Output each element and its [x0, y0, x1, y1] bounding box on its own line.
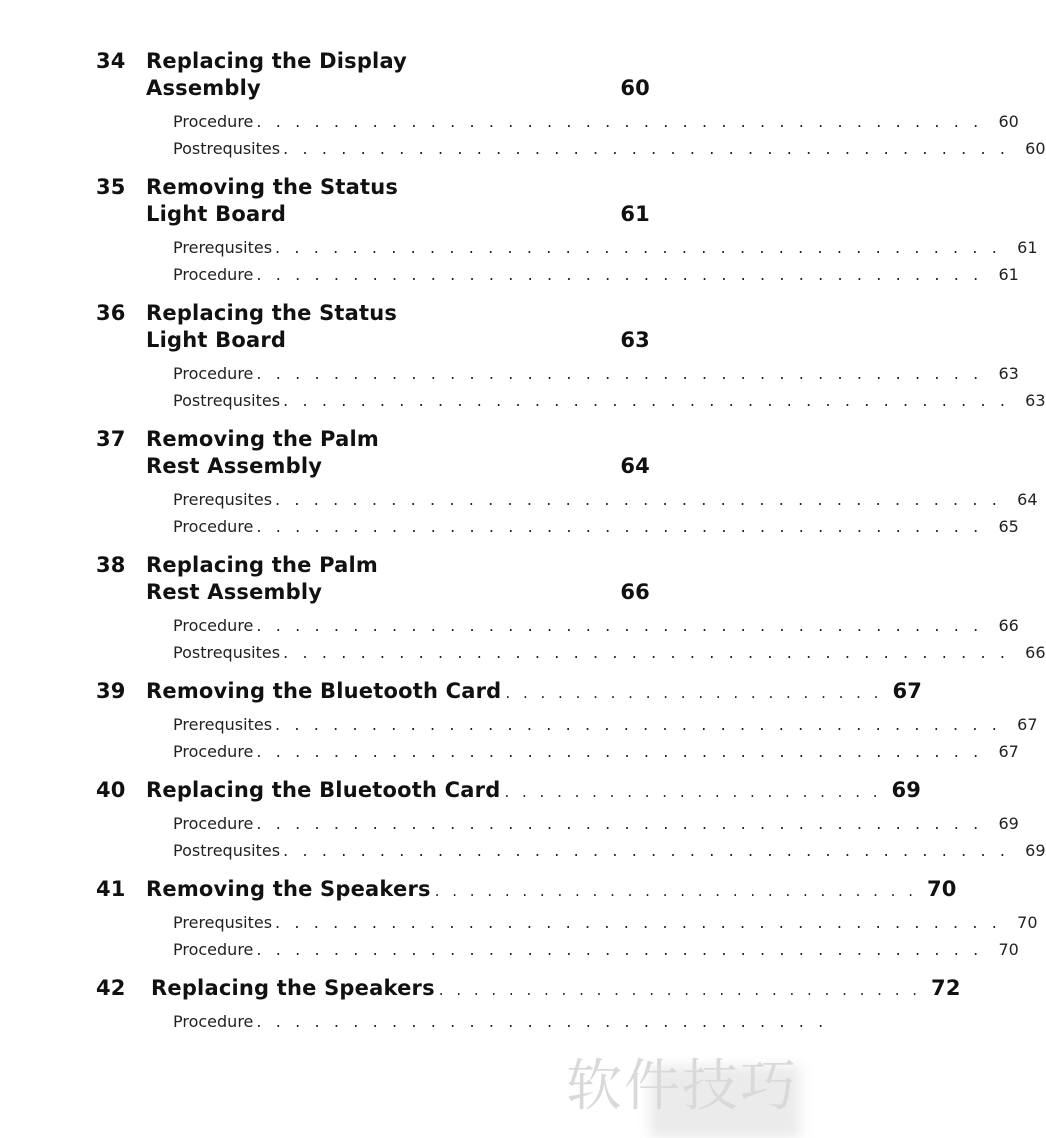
entry-page-number: 60 — [998, 112, 1019, 131]
chapter-title: Rest Assembly — [146, 580, 323, 604]
chapter-title: Light Board — [146, 328, 287, 352]
chapter-heading-line[interactable] — [96, 876, 957, 903]
chapter-number: 37 — [96, 427, 126, 451]
entry-label: Prerequsites — [173, 238, 273, 257]
entry-label: Postrequsites — [173, 139, 281, 158]
toc-entry[interactable] — [173, 261, 1019, 288]
toc-entry[interactable] — [173, 108, 1019, 135]
toc-entry[interactable] — [173, 936, 1019, 963]
chapter-number: 41 — [96, 877, 126, 901]
chapter-number: 36 — [96, 301, 126, 325]
toc-entry[interactable] — [173, 360, 1019, 387]
chapter-page-number: 70 — [926, 877, 957, 901]
entry-label: Procedure — [173, 940, 254, 959]
toc-entry[interactable] — [173, 135, 1046, 162]
entry-page-number: 66 — [1025, 643, 1046, 662]
chapter-title: Replacing the Palm — [146, 553, 378, 577]
dot-leader: . . . . . . . . . . . . . . . . . . . . . . . . . . . . . . . . . . . . . . — [256, 814, 983, 833]
dot-leader: . . . . . . . . . . . . . . . . . . . . . . . . . . . . . . . . . . . . . . — [283, 139, 1010, 158]
dot-leader: . . . . . . . . . . . . . . . . . . . . . . . . . . . . — [434, 882, 917, 900]
dot-leader: . . . . . . . . . . . . . . . . . . . . . . . . . . . . . . . . . . . . . . — [275, 913, 1002, 932]
dot-leader: . . . . . . . . . . . . . . . . . . . . . . . . . . . . . . . . . . . . . . — [275, 490, 1002, 509]
dot-leader: . . . . . . . . . . . . . . . . . . . . . . . . . . . . . . . . . . . . . . — [256, 517, 983, 536]
chapter-title: Replacing the Speakers — [151, 976, 435, 1000]
dot-leader: . . . . . . . . . . . . . . . . . . . . . . . . . . . . — [438, 981, 922, 999]
chapter-number: 40 — [96, 778, 126, 802]
chapter-heading-line[interactable] — [96, 579, 650, 606]
chapter-title: Replacing the Status — [146, 301, 398, 325]
toc-chapter-42 — [96, 975, 961, 1035]
entry-label: Procedure — [173, 1012, 254, 1031]
chapter-page-number: 69 — [891, 778, 922, 802]
chapter-heading-line[interactable] — [96, 552, 650, 579]
chapter-title: Replacing the Bluetooth Card — [146, 778, 501, 802]
chapter-heading-line[interactable] — [96, 300, 650, 327]
chapter-heading-line[interactable] — [96, 777, 922, 804]
chapter-number: 42 — [96, 976, 126, 1000]
entry-page-number: 67 — [1017, 715, 1038, 734]
dot-leader: . . . . . . . . . . . . . . . . . . . . . . . . . . . . . . . . . . . . . . — [256, 742, 983, 761]
dot-leader: . . . . . . . . . . . . . . . . . . . . . . . . . . . . . . . . . . . . . . — [283, 643, 1010, 662]
entry-page-number: 64 — [1017, 490, 1038, 509]
chapter-page-number: 63 — [620, 328, 650, 352]
entry-page-number: 63 — [1025, 391, 1046, 410]
chapter-title: Assembly — [146, 76, 261, 100]
toc-chapter-37 — [96, 426, 1038, 540]
entry-label: Prerequsites — [173, 913, 273, 932]
entry-page-number: 63 — [998, 364, 1019, 383]
entry-label: Procedure — [173, 265, 254, 284]
toc-entry[interactable] — [173, 1008, 828, 1035]
toc-entry[interactable] — [173, 810, 1019, 837]
entry-label: Procedure — [173, 112, 254, 131]
entry-page-number: 65 — [998, 517, 1019, 536]
dot-leader: . . . . . . . . . . . . . . . . . . . . . . . . . . . . . . . . . . . . . . — [256, 364, 983, 383]
toc-entry[interactable] — [173, 639, 1046, 666]
chapter-heading-line[interactable] — [96, 975, 961, 1002]
entry-page-number: 61 — [1017, 238, 1038, 257]
entry-label: Procedure — [173, 742, 254, 761]
entry-label: Postrequsites — [173, 643, 281, 662]
dot-leader: . . . . . . . . . . . . . . . . . . . . . . . . . . . . . . . . . . . . . . — [275, 238, 1002, 257]
chapter-heading-line[interactable] — [96, 678, 923, 705]
chapter-number: 35 — [96, 175, 126, 199]
toc-chapter-34 — [96, 48, 1046, 162]
toc-entry[interactable] — [173, 387, 1046, 414]
chapter-title: Removing the Palm — [146, 427, 379, 451]
toc-chapter-40 — [96, 777, 1046, 864]
dot-leader: . . . . . . . . . . . . . . . . . . . . . . . . . . . . . . . . . . . . . . — [283, 841, 1010, 860]
entry-label: Prerequsites — [173, 490, 273, 509]
toc-entry[interactable] — [173, 234, 1038, 261]
chapter-page-number: 60 — [620, 76, 650, 100]
toc-chapter-36 — [96, 300, 1046, 414]
toc-entry[interactable] — [173, 486, 1038, 513]
entry-page-number: 69 — [1025, 841, 1046, 860]
toc-entry[interactable] — [173, 711, 1038, 738]
entry-label: Postrequsites — [173, 841, 281, 860]
dot-leader: . . . . . . . . . . . . . . . . . . . . . . . . . . . . . . — [256, 1012, 828, 1031]
dot-leader: . . . . . . . . . . . . . . . . . . . . . . — [505, 684, 883, 702]
chapter-heading-line[interactable] — [96, 48, 650, 75]
chapter-heading-line[interactable] — [96, 327, 650, 354]
chapter-page-number: 72 — [931, 976, 961, 1000]
chapter-number: 39 — [96, 679, 126, 703]
chapter-heading-line[interactable] — [96, 174, 650, 201]
entry-label: Prerequsites — [173, 715, 273, 734]
dot-leader: . . . . . . . . . . . . . . . . . . . . . . . . . . . . . . . . . . . . . . — [256, 112, 983, 131]
dot-leader: . . . . . . . . . . . . . . . . . . . . . . . . . . . . . . . . . . . . . . — [275, 715, 1002, 734]
toc-chapter-35 — [96, 174, 1038, 288]
chapter-heading-line[interactable] — [96, 453, 650, 480]
dot-leader: . . . . . . . . . . . . . . . . . . . . . . . . . . . . . . . . . . . . . . — [256, 616, 983, 635]
dot-leader: . . . . . . . . . . . . . . . . . . . . . . . . . . . . . . . . . . . . . . — [256, 940, 983, 959]
chapter-number: 34 — [96, 49, 126, 73]
entry-label: Procedure — [173, 616, 254, 635]
entry-page-number: 70 — [1017, 913, 1038, 932]
chapter-title: Replacing the Display — [146, 49, 408, 73]
toc-entry[interactable] — [173, 909, 1038, 936]
chapter-page-number: 66 — [620, 580, 650, 604]
chapter-title: Rest Assembly — [146, 454, 323, 478]
chapter-title: Light Board — [146, 202, 287, 226]
chapter-heading-line[interactable] — [96, 201, 650, 228]
dot-leader: . . . . . . . . . . . . . . . . . . . . . . . . . . . . . . . . . . . . . . — [256, 265, 983, 284]
chapter-heading-line[interactable] — [96, 426, 650, 453]
chapter-title: Removing the Speakers — [146, 877, 431, 901]
toc-entry[interactable] — [173, 612, 1019, 639]
dot-leader: . . . . . . . . . . . . . . . . . . . . . . . . . . . . . . . . . . . . . . — [283, 391, 1010, 410]
toc-chapter-38 — [96, 552, 1046, 666]
dot-leader: . . . . . . . . . . . . . . . . . . . . . . — [504, 783, 882, 801]
entry-label: Procedure — [173, 517, 254, 536]
entry-label: Procedure — [173, 814, 254, 833]
toc-entry[interactable] — [173, 513, 1019, 540]
toc-entry[interactable] — [173, 738, 1019, 765]
entry-page-number: 66 — [998, 616, 1019, 635]
chapter-page-number: 61 — [620, 202, 650, 226]
chapter-title: Removing the Bluetooth Card — [146, 679, 502, 703]
chapter-page-number: 64 — [620, 454, 650, 478]
toc-chapter-39 — [96, 678, 1038, 765]
watermark: 软件技巧 — [566, 1054, 798, 1119]
entry-label: Postrequsites — [173, 391, 281, 410]
chapter-title: Removing the Status — [146, 175, 399, 199]
chapter-number: 38 — [96, 553, 126, 577]
entry-page-number: 70 — [998, 940, 1019, 959]
entry-label: Procedure — [173, 364, 254, 383]
entry-page-number: 67 — [998, 742, 1019, 761]
entry-page-number: 61 — [998, 265, 1019, 284]
entry-page-number: 69 — [998, 814, 1019, 833]
toc-chapter-41 — [96, 876, 1038, 963]
entry-page-number: 60 — [1025, 139, 1046, 158]
chapter-heading-line[interactable] — [96, 75, 650, 102]
toc-entry[interactable] — [173, 837, 1046, 864]
chapter-page-number: 67 — [892, 679, 923, 703]
